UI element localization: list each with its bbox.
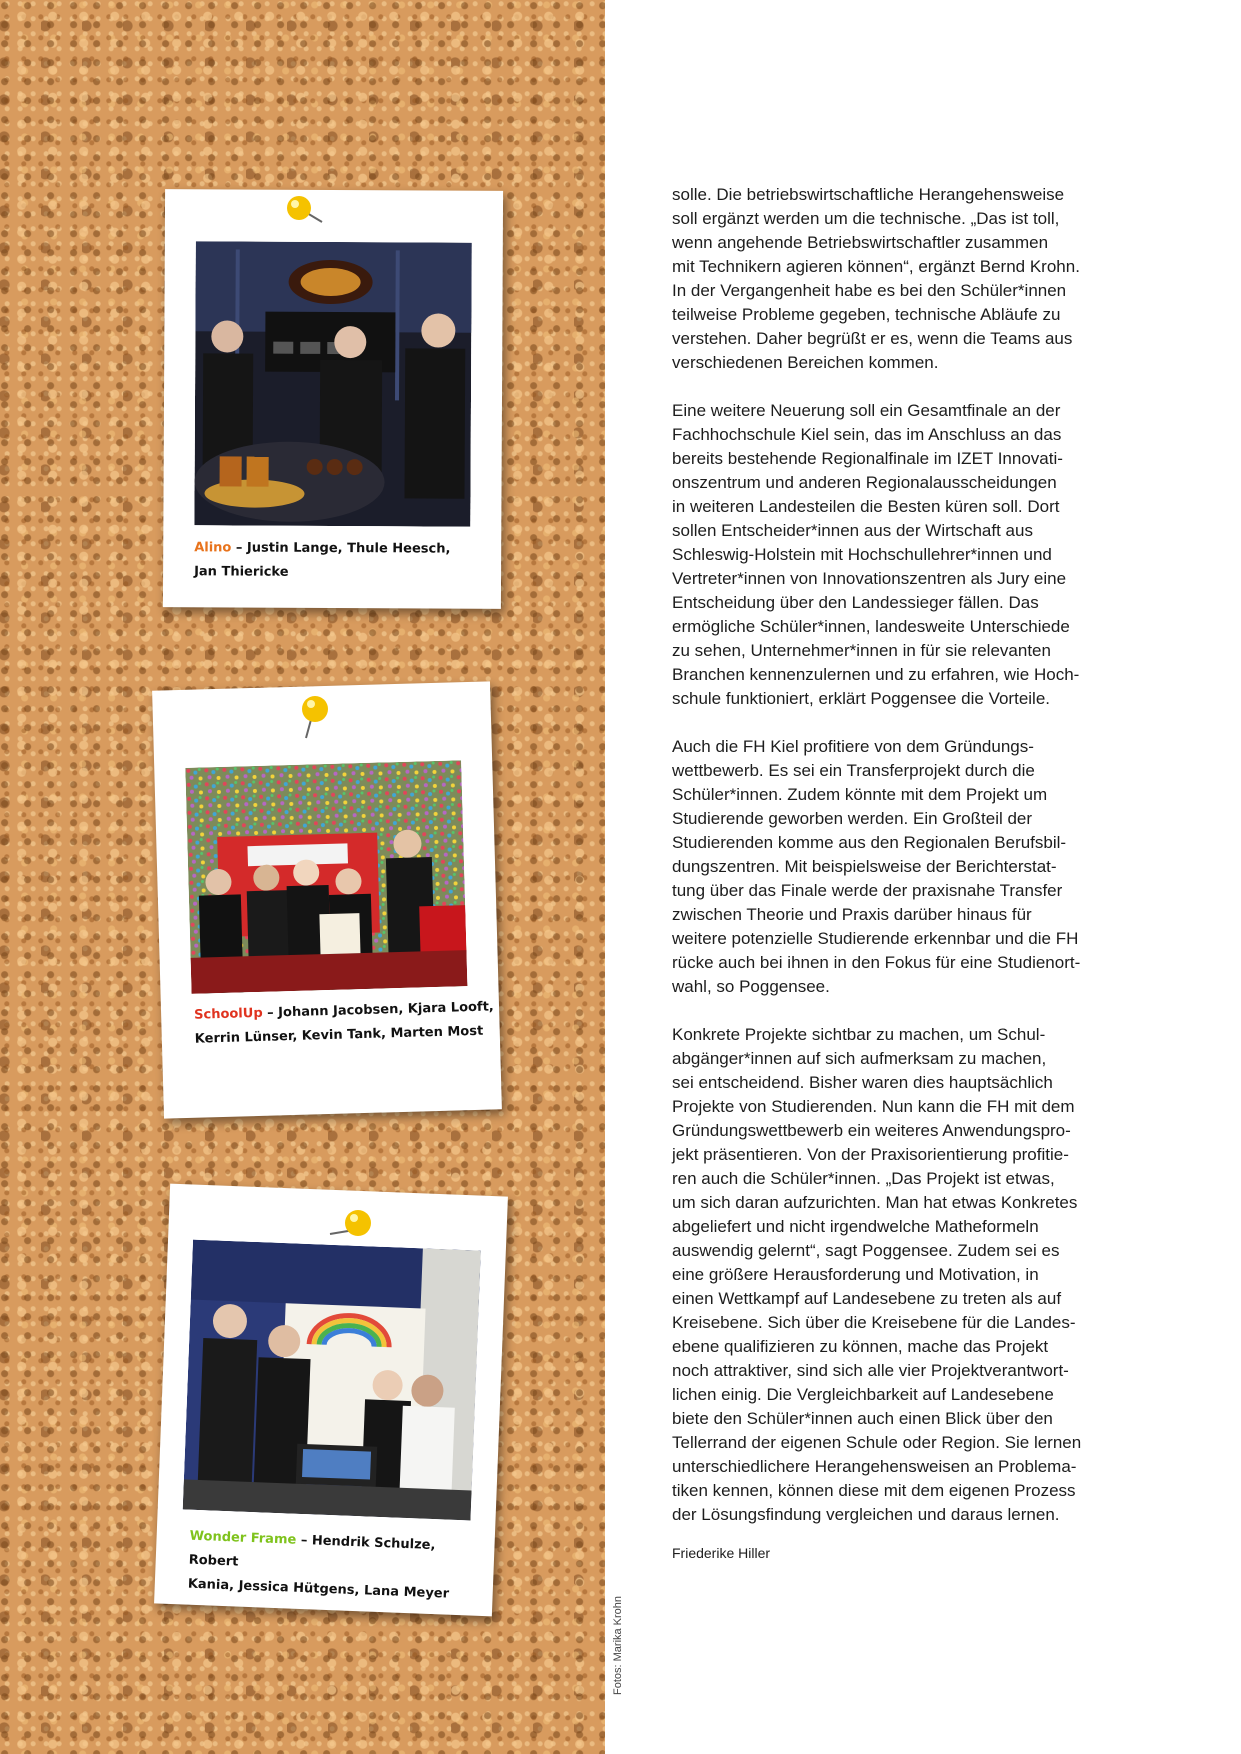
photo-wonderframe <box>183 1240 481 1521</box>
caption-wonderframe <box>187 1525 490 1608</box>
article-paragraph: Eine weitere Neuerung soll ein Gesamtfinale an der Fachhochschule Kiel sein, das im Anschluss an das bereits bestehende Regionalfinale im IZET Innovati- onszentrum und anderen Regionalausscheidungen in weiteren Landesteilen die Besten küren soll. Dort sollen Entscheider*innen aus der Wirtschaft aus Schleswig-Holstein mit Hochschullehrer*innen und Vertreter*innen von Innovationszentren als Jury eine Entscheidung über den Landessieger fällen. Das ermögliche Schüler*innen, landesweite Unterschiede zu sehen, Unternehmer*innen in für sie relevanten Branchen kennenzulernen und zu erfahren, wie Hoch- schule funktioniert, erklärt Poggensee die Vorteile. <box>672 401 1080 708</box>
article-paragraph: Konkrete Projekte sichtbar zu machen, um Schul- abgänger*innen auf sich aufmerksam zu machen, sei entscheidend. Bisher waren dies hauptsächlich Projekte von Studierenden. Nun kann die FH mit dem Gründungswettbewerb ein weiteres Anwendungspro- jekt präsentieren. Von der Praxisorientierung profitie- ren auch die Schüler*innen. „Das Projekt ist etwas, um sich daran aufzurichten. Man hat etwas Konkretes abgeliefert und nicht irgendwelche Matheformeln auswendig gelernt“, sagt Poggensee. Zudem sei es eine größere Herausforderung und Motivation, in einen Wettkampf auf Landesebene zu treten als auf Kreisebene. Sich über die Kreisebene für die Landes- ebene qualifizieren zu können, mache das Projekt noch attraktiver, sind sich alle vier Projektverantwort- lichen einig. Die Vergleichbarkeit auf Landesebene biete den Schüler*innen auch einen Blick über den Tellerrand der eigenen Schule oder Region. Sie lernen unterschiedlichere Herangehensweisen an Problema- tiken kennen, können diese mit dem eigenen Prozess der Lösungsfindung vergleichen und daraus lernen. <box>672 1025 1082 1524</box>
caption-members-line1: Johann Jacobsen, Kjara Looft, <box>278 999 494 1021</box>
photo-alino <box>194 241 471 526</box>
photo-schoolup <box>185 760 467 994</box>
polaroid-alino <box>163 189 503 609</box>
caption-separator: – <box>262 1005 279 1021</box>
caption-members-line1: Hendrik Schulze, Robert <box>188 1533 436 1570</box>
article-author: Friederike Hiller <box>672 1545 771 1561</box>
photo-alino-image <box>194 241 471 526</box>
polaroid-schoolup <box>152 681 502 1118</box>
caption-separator: – <box>231 540 247 556</box>
push-pin-icon <box>282 194 328 230</box>
team-name-alino: Alino <box>194 540 232 556</box>
photo-wonderframe-image <box>183 1240 481 1521</box>
polaroid-wonderframe <box>154 1184 508 1617</box>
caption-schoolup <box>194 995 495 1051</box>
caption-alino <box>194 536 484 586</box>
push-pin-icon <box>324 1206 374 1246</box>
caption-members-line2: Kania, Jessica Hütgens, Lana Meyer <box>187 1576 450 1602</box>
caption-separator: – <box>296 1532 313 1549</box>
caption-members-line1: Justin Lange, Thule Heesch, <box>246 540 451 557</box>
photo-credit: Fotos: Marika Krohn <box>612 1595 624 1695</box>
article-paragraph: Auch die FH Kiel profitiere von dem Gründungs- wettbewerb. Es sei ein Transferprojekt durch die Schüler*innen. Zudem könnte mit dem Projekt um Studierende geworben werden. Ein Großteil der Studierenden komme aus den Regionalen Berufsbil- dungszentren. Mit beispielsweise der Berichterstat- tung über das Finale werde der praxisnahe Transfer zwischen Theorie und Praxis darüber hinaus für weitere potenzielle Studierende erkennbar und die FH rücke auch bei ihnen in den Fokus für eine Studienort- wahl, so Poggensee. <box>672 737 1081 996</box>
team-name-schoolup: SchoolUp <box>193 1005 263 1023</box>
photo-schoolup-image <box>185 760 467 994</box>
team-name-wonderframe: Wonder Frame <box>189 1528 297 1548</box>
caption-members-line2: Kerrin Lünser, Kevin Tank, Marten Most <box>194 1023 484 1047</box>
article-body <box>672 183 1122 1551</box>
article-paragraph: solle. Die betriebswirtschaftliche Herangehensweise soll ergänzt werden um die technische. „Das ist toll, wenn angehende Betriebswirtschaftler zusammen mit Technikern agieren können“, ergänzt Bernd Krohn. In der Vergangenheit habe es bei den Schüler*innen teilweise Probleme gegeben, technische Abläufe zu verstehen. Daher begrüßt er es, wenn die Teams aus verschiedenen Bereichen kommen. <box>672 185 1080 372</box>
push-pin-icon <box>296 694 336 742</box>
caption-members-line2: Jan Thiericke <box>194 564 289 580</box>
